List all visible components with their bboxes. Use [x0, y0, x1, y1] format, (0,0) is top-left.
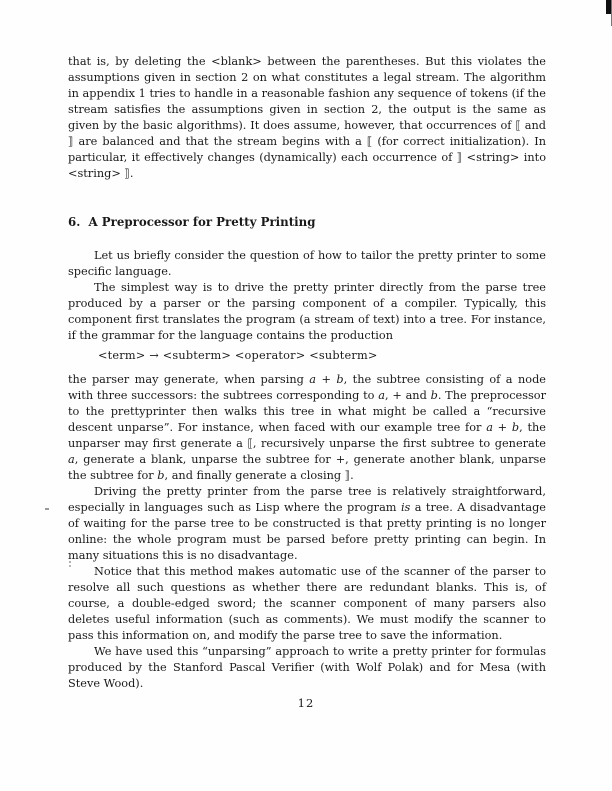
text-run: The simplest way is to drive the pretty printer directly from the parse tree produced by a parser or the parsing component of a compiler. Typically, this component first translates the program (a stream of text) into a tree. For instance, if the grammar for the language contains the production [68, 281, 546, 342]
text-run: 6. A Preprocessor for Pretty Printing [68, 215, 316, 229]
text-run: a tree. A disadvantage of waiting for the parse tree to be constructed is that pretty printing is no longer online: the whole program must be parsed before pretty printing can begin. In many situations this is no disadvantage. [68, 501, 546, 562]
text-run: b [511, 421, 520, 434]
text-run: Notice that this method makes automatic use of the scanner of the parser to resolve all such questions as whether there are redundant blanks. This is, of course, a double-edged sword; the scanner component of many parsers also deletes useful information (such as comments). We must modify the scanner to pass this information on, and modify the parse tree to save the information. [68, 565, 546, 642]
text-run: (for correct initialization). In particular, it effectively changes (dynamically) each occurrence of [68, 135, 547, 164]
text-run: + [492, 421, 512, 434]
text-run: a [68, 453, 75, 466]
paragraph [68, 644, 546, 692]
text-run: the parser may generate, when parsing [68, 373, 310, 386]
text-run: . [350, 469, 354, 482]
text-run: a [378, 389, 385, 402]
double-bracket-glyph: ⟦ [366, 135, 373, 148]
text-run: , recursively unparse the first subtree to generate [252, 437, 546, 450]
section-heading [68, 214, 546, 230]
double-bracket-glyph: ⟦ [247, 437, 253, 450]
paragraph [68, 372, 546, 484]
text-run: a [309, 373, 317, 386]
double-bracket-glyph: ⟧ [344, 469, 351, 482]
text-run: b [157, 469, 165, 482]
double-bracket-glyph: ⟦ [515, 119, 521, 132]
text-run: + [316, 373, 337, 386]
text-run: and [520, 119, 546, 132]
double-bracket-glyph: ⟧ [124, 167, 130, 180]
paragraph [68, 54, 546, 182]
text-run: . [129, 167, 134, 180]
text-run: a [486, 421, 493, 434]
paragraph [68, 484, 546, 564]
text-run: , and finally generate a closing [164, 469, 345, 482]
double-bracket-glyph: ⟧ [456, 151, 463, 164]
text-run: <term> → <subterm> <operator> <subterm> [98, 349, 378, 362]
text-run: . The preprocessor to the prettyprinter then walks this tree in what might be called a “recursive descent unparse”. For instance, when faced with our example tree for [68, 389, 546, 434]
paragraph [68, 280, 546, 344]
paragraph [68, 248, 546, 280]
double-bracket-glyph: ⟧ [68, 135, 74, 148]
text-run: that is, by deleting the <blank> between the parentheses. But this violates the assumptions given in section 2 on what constitutes a legal stream. The algorithm in appendix 1 tries to handle in a reasonable fashion any sequence of tokens (if the stream satisfies the assumptions given in section 2, the output is the same as given by the basic algorithms). It does assume, however, that occurrences of [68, 55, 546, 132]
text-run: are balanced and that the stream begins with a [73, 135, 367, 148]
text-run: , the unparser may first generate a [68, 421, 546, 450]
text-run: b [336, 373, 344, 386]
document-text [68, 54, 546, 692]
text-run: Driving the pretty printer from the parse tree is relatively straightforward, especially in languages such as Lisp where the program [68, 485, 546, 514]
text-run: <string> into <string> [68, 151, 547, 180]
text-run: Let us briefly consider the question of how to tailor the pretty printer to some specific language. [68, 249, 546, 278]
text-run: , + and [384, 389, 431, 402]
text-run: , generate a blank, unparse the subtree for +, generate another blank, unparse the subtree for [68, 453, 546, 482]
page-number: 12 [297, 696, 315, 710]
text-run: , the subtree consisting of a node with three successors: the subtrees corresponding to [68, 373, 546, 402]
grammar-production [98, 348, 546, 364]
text-run: is [400, 501, 411, 514]
text-run: We have used this “unparsing” approach to write a pretty printer for formulas produced by the Stanford Pascal Verifier (with Wolf Polak) and for Mesa (with Steve Wood). [68, 645, 546, 690]
scan-artifact-dash [45, 508, 49, 510]
paragraph [68, 564, 546, 644]
text-run: b [430, 389, 438, 402]
